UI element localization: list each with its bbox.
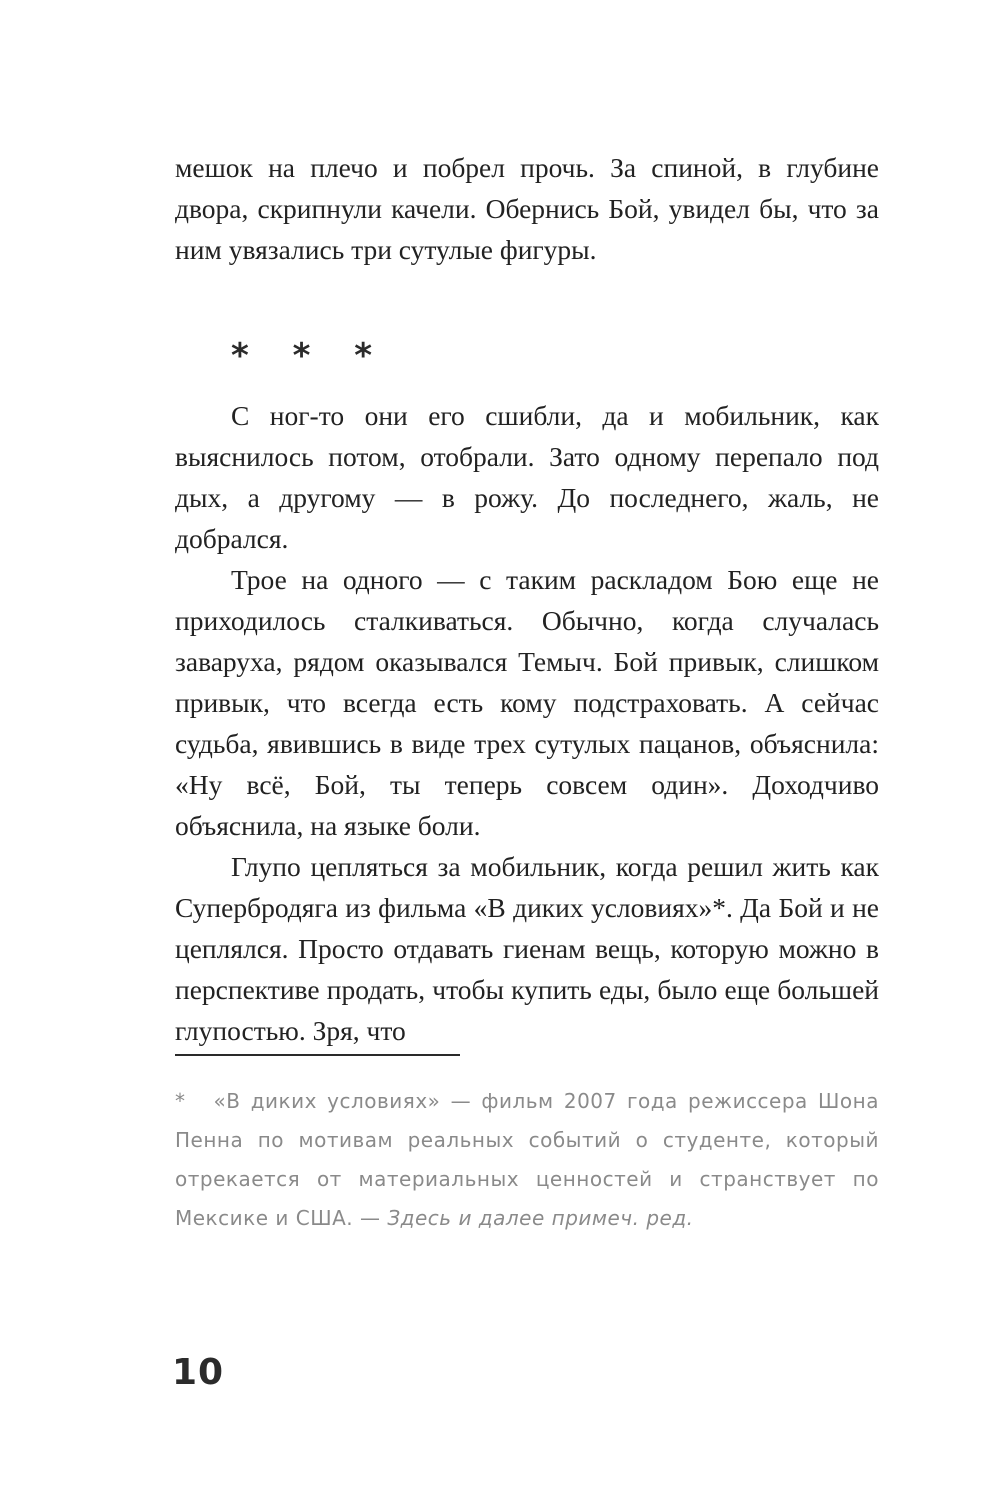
- paragraph-3: Глупо цепляться за мобильник, когда решил жить как Супербродяга из фильма «В диких условиях»*. Да Бой и не цеплялся. Просто отдавать гиенам вещь, которую можно в перспективе продать, чтобы купить еды, было еще большей глупостью. Зря, что: [175, 851, 879, 1046]
- page-number: 10: [172, 1352, 225, 1393]
- footnote-marker: *: [175, 1089, 186, 1113]
- main-text-block: [175, 395, 879, 1051]
- continued-paragraph-block: [175, 147, 879, 270]
- continued-paragraph: мешок на плечо и побрел прочь. За спиной, в глубине двора, скрипнули качели. Обернись Бой, увидел бы, что за ним увязались три сутулые фигуры.: [175, 152, 879, 265]
- footnote: [175, 1082, 879, 1238]
- footnote-text: «В диких условиях» — фильм 2007 года режиссера Шона Пенна по мотивам реальных событий о студенте, который отрекается от материальных ценностей и странствует по Мексике и США. —: [175, 1089, 879, 1230]
- paragraph-2: Трое на одного — с таким раскладом Бою еще не приходилось сталкиваться. Обычно, когда случалась заваруха, рядом оказывался Темыч. Бой привык, слишком привык, что всегда есть кому подстраховать. А сейчас судьба, явившись в виде трех сутулых пацанов, объяснила: «Ну всё, Бой, ты теперь совсем один». Доходчиво объяснила, на языке боли.: [175, 564, 879, 841]
- footnote-divider: [175, 1054, 460, 1056]
- section-separator: * * *: [231, 336, 389, 376]
- footnote-editor-note: Здесь и далее примеч. ред.: [387, 1206, 694, 1230]
- paragraph-1: С ног-то они его сшибли, да и мобильник, как выяснилось потом, отобрали. Зато одному перепало под дых, а другому — в рожу. До последнего, жаль, не добрался.: [175, 400, 879, 554]
